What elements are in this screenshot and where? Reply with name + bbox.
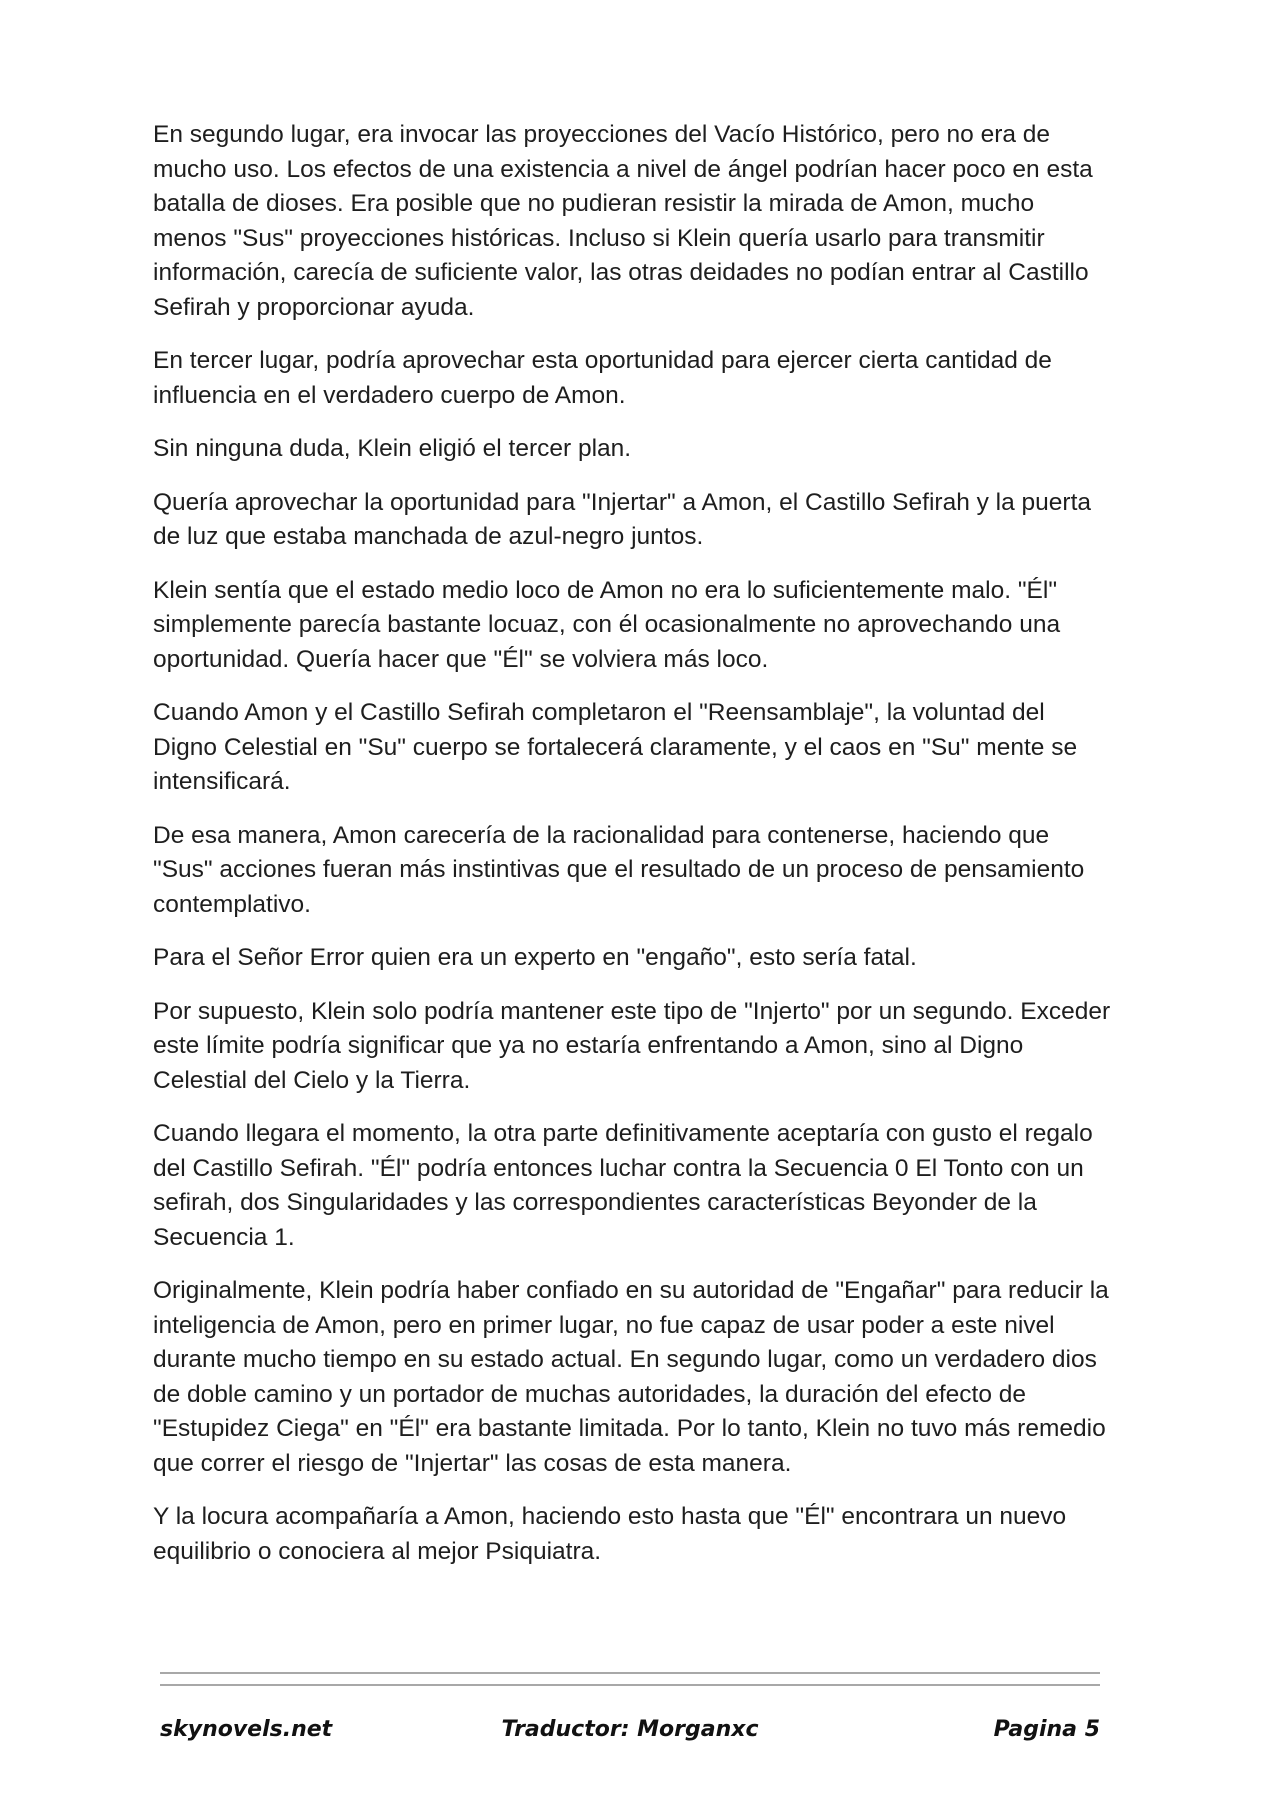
page-footer <box>160 1713 1100 1747</box>
paragraph: Y la locura acompañaría a Amon, haciendo esto hasta que "Él" encontrara un nuevo equilibrio o conociera al mejor Psiquiatra. <box>153 1503 1067 1565</box>
footer-translator: Traductor: Morganxc <box>501 1717 759 1742</box>
paragraph: Sin ninguna duda, Klein eligió el tercer plan. <box>153 435 632 462</box>
paragraph: Quería aprovechar la oportunidad para "Injertar" a Amon, el Castillo Sefirah y la puerta de luz que estaba manchada de azul-negro juntos. <box>153 488 1092 550</box>
footer-divider <box>160 1672 1100 1686</box>
paragraph: Por supuesto, Klein solo podría mantener este tipo de "Injerto" por un segundo. Exceder este límite podría significar que ya no estaría enfrentando a Amon, sino al Digno Celestial del Cielo y la Tierra. <box>153 997 1111 1094</box>
footer-site: skynovels.net <box>160 1717 333 1742</box>
paragraph: Klein sentía que el estado medio loco de Amon no era lo suficientemente malo. "Él" simplemente parecía bastante locuaz, con él ocasionalmente no aprovechando una oportunidad. Quería hacer que "Él" se volviera más loco. <box>153 576 1061 673</box>
footer-page-number: Pagina 5 <box>993 1717 1100 1742</box>
paragraph: Originalmente, Klein podría haber confiado en su autoridad de "Engañar" para reducir la inteligencia de Amon, pero en primer lugar, no fue capaz de usar poder a este nivel durante mucho tiempo en su estado actual. En segundo lugar, como un verdadero dios de doble camino y un portador de muchas autoridades, la duración del efecto de "Estupidez Ciega" en "Él" era bastante limitada. Por lo tanto, Klein no tuvo más remedio que correr el riesgo de "Injertar" las cosas de esta manera. <box>153 1277 1109 1477</box>
paragraph: Para el Señor Error quien era un experto en "engaño", esto sería fatal. <box>153 944 917 971</box>
footer-rule-top <box>160 1672 1100 1674</box>
paragraph: Cuando Amon y el Castillo Sefirah completaron el "Reensamblaje", la voluntad del Digno Celestial en "Su" cuerpo se fortalecerá claramente, y el caos en "Su" mente se intensificará. <box>153 699 1078 795</box>
footer-rule-bottom <box>160 1684 1100 1686</box>
paragraph: De esa manera, Amon carecería de la racionalidad para contenerse, haciendo que "Sus" acciones fueran más instintivas que el resultado de un proceso de pensamiento contemplativo. <box>153 821 1085 918</box>
paragraph: En segundo lugar, era invocar las proyecciones del Vacío Histórico, pero no era de mucho uso. Los efectos de una existencia a nivel de ángel podrían hacer poco en esta batalla de dioses. Era posible que no pudieran resistir la mirada de Amon, mucho menos "Sus" proyecciones históricas. Incluso si Klein quería usarlo para transmitir información, carecía de suficiente valor, las otras deidades no podían entrar al Castillo Sefirah y proporcionar ayuda. <box>153 121 1093 321</box>
chapter-body <box>153 118 1113 1588</box>
paragraph: Cuando llegara el momento, la otra parte definitivamente aceptaría con gusto el regalo del Castillo Sefirah. "Él" podría entonces luchar contra la Secuencia 0 El Tonto con un sefirah, dos Singularidades y las correspondientes características Beyonder de la Secuencia 1. <box>153 1120 1093 1251</box>
paragraph: En tercer lugar, podría aprovechar esta oportunidad para ejercer cierta cantidad de influencia en el verdadero cuerpo de Amon. <box>153 347 1052 409</box>
